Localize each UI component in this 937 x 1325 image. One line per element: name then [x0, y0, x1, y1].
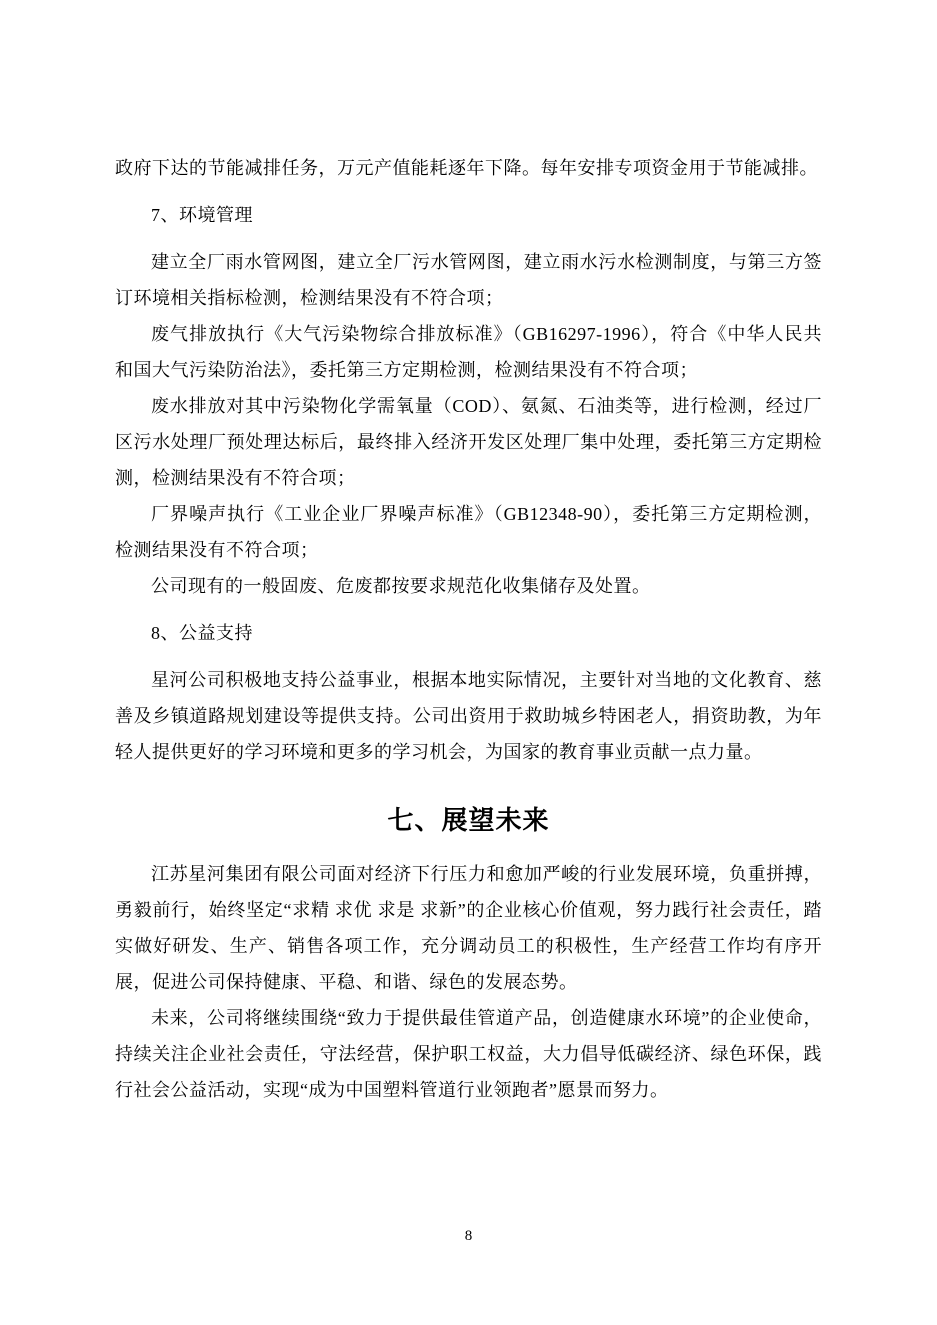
- paragraph-factory-noise-standard: 厂界噪声执行《工业企业厂界噪声标准》（GB12348-90），委托第三方定期检测，检测结果没有不符合项；: [115, 504, 822, 560]
- paragraph-exhaust-emission-standard: 废气排放执行《大气污染物综合排放标准》（GB16297-1996），符合《中华人民共和国大气污染防治法》，委托第三方定期检测，检测结果没有不符合项；: [115, 324, 822, 380]
- paragraph-wastewater-treatment: 废水排放对其中污染物化学需氧量（COD）、氨氮、石油类等，进行检测，经过厂区污水处理厂预处理达标后，最终排入经济开发区处理厂集中处理，委托第三方定期检测，检测结果没有不符合项；: [115, 396, 822, 488]
- paragraph-core-values: 江苏星河集团有限公司面对经济下行压力和愈加严峻的行业发展环境，负重拼搏，勇毅前行，始终坚定“求精 求优 求是 求新”的企业核心价值观，努力践行社会责任，踏实做好研发、生产、销售各项工作，充分调动员工的积极性，生产经营工作均有序开展，促进公司保持健康、平稳、和谐、绿色的发展态势。: [115, 864, 822, 992]
- paragraph-charity-support: 星河公司积极地支持公益事业，根据本地实际情况，主要针对当地的文化教育、慈善及乡镇道路规划建设等提供支持。公司出资用于救助城乡特困老人，捐资助教，为年轻人提供更好的学习环境和更多的学习机会，为国家的教育事业贡献一点力量。: [115, 670, 822, 762]
- paragraph-corporate-mission: 未来，公司将继续围绕“致力于提供最佳管道产品，创造健康水环境”的企业使命，持续关注企业社会责任，守法经营，保护职工权益，大力倡导低碳经济、绿色环保，践行社会公益活动，实现“成为中国塑料管道行业领跑者”愿景而努力。: [115, 1008, 822, 1100]
- section-title-future-outlook: 七、展望未来: [387, 805, 550, 835]
- page-number: 8: [464, 1228, 473, 1244]
- paragraph-pipe-network-monitoring: 建立全厂雨水管网图，建立全厂污水管网图，建立雨水污水检测制度，与第三方签订环境相关指标检测，检测结果没有不符合项；: [115, 252, 822, 308]
- heading-environment-management: 7、环境管理: [151, 205, 253, 225]
- heading-public-welfare-support: 8、公益支持: [151, 623, 253, 643]
- paragraph-solid-waste-disposal: 公司现有的一般固废、危废都按要求规范化收集储存及处置。: [151, 576, 651, 596]
- document-body: [115, 150, 822, 1108]
- paragraph-energy-saving-continuation: 政府下达的节能减排任务，万元产值能耗逐年下降。每年安排专项资金用于节能减排。: [115, 158, 818, 178]
